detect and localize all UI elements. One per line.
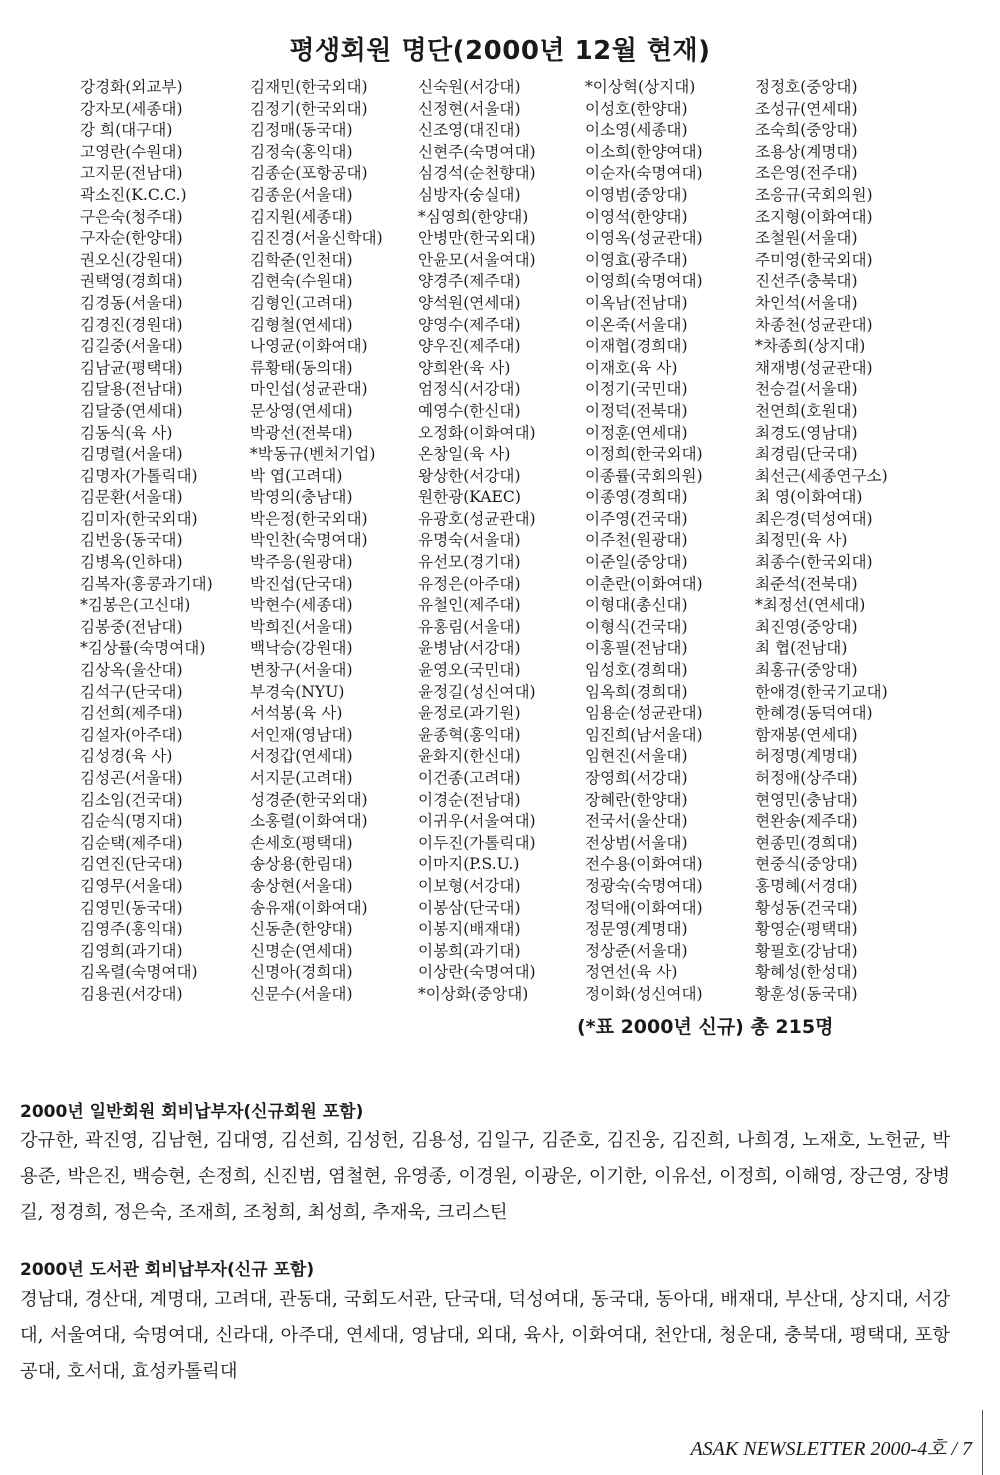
- member-entry: 최홍규(중앙대): [755, 661, 858, 680]
- member-entry: *김봉은(고신대): [80, 596, 191, 615]
- member-entry: 송상현(서울대): [250, 876, 353, 895]
- member-entry: 정문영(계명대): [585, 920, 688, 939]
- member-entry: 류황태(동의대): [250, 358, 353, 377]
- member-entry: 이정희(한국외대): [585, 445, 703, 464]
- member-entry: 원한광(KAEC): [418, 488, 521, 507]
- member-entry: 임용순(성균관대): [585, 704, 703, 723]
- footer-rule: [982, 1410, 983, 1475]
- member-entry: 서석봉(육 사): [250, 704, 343, 723]
- member-entry: 송유재(이화여대): [250, 898, 368, 917]
- member-entry: 양영수(제주대): [418, 315, 521, 334]
- member-entry: 권오신(강원대): [80, 250, 183, 269]
- member-entry: 고영란(수원대): [80, 142, 183, 161]
- member-entry: 황성동(건국대): [755, 898, 858, 917]
- member-entry: 한혜경(동덕여대): [755, 704, 873, 723]
- member-entry: 김남균(평택대): [80, 358, 183, 377]
- member-entry: 한애경(한국기교대): [755, 682, 888, 701]
- member-entry: 이정덕(전북대): [585, 401, 688, 420]
- member-entry: 유홍림(서울대): [418, 617, 521, 636]
- member-entry: 최경도(영남대): [755, 423, 858, 442]
- member-entry: 김현숙(수원대): [250, 272, 353, 291]
- member-entry: 이봉희(과기대): [418, 941, 521, 960]
- member-entry: 장혜란(한양대): [585, 790, 688, 809]
- member-entry: 황필호(강남대): [755, 941, 858, 960]
- member-entry: 안윤모(서울여대): [418, 250, 536, 269]
- member-entry: 이영범(중앙대): [585, 185, 688, 204]
- member-entry: 김순식(명지대): [80, 812, 183, 831]
- member-entry: 현중식(중앙대): [755, 855, 858, 874]
- library-dues-list: 경남대, 경산대, 계명대, 고려대, 관동대, 국회도서관, 단국대, 덕성여대, 동국대, 동아대, 배재대, 부산대, 상지대, 서강대, 서울여대, 숙명여대, 신라대, 아주대, 연세대, 영남대, 외대, 육사, 이화여대, 천안대, 청운대, 충북대, 평택대, 포항공대, 호서대, 효성카톨릭대: [20, 1289, 950, 1382]
- member-entry: 윤종혁(홍익대): [418, 725, 521, 744]
- member-entry: 유명숙(서울대): [418, 531, 521, 550]
- member-entry: 곽소진(K.C.C.): [80, 185, 187, 204]
- member-entry: 김소임(건국대): [80, 790, 183, 809]
- member-entry: 채재병(성균관대): [755, 358, 873, 377]
- member-entry: 김용권(서강대): [80, 984, 183, 1003]
- member-entry: 백낙승(강원대): [250, 639, 353, 658]
- member-entry: 신현주(숙명여대): [418, 142, 536, 161]
- member-entry: 이봉삼(단국대): [418, 898, 521, 917]
- member-entry: 신정현(서울대): [418, 99, 521, 118]
- member-entry: 이재호(육 사): [585, 358, 678, 377]
- member-entry: 김옥렬(숙명여대): [80, 963, 198, 982]
- member-entry: 김학준(인천대): [250, 250, 353, 269]
- member-entry: 이재협(경희대): [585, 337, 688, 356]
- member-entry: 박은정(한국외대): [250, 509, 368, 528]
- member-entry: 장영희(서강대): [585, 769, 688, 787]
- member-entry: 김종운(서울대): [250, 185, 353, 204]
- member-column-3: [418, 77, 585, 1006]
- library-dues-title: 2000년 도서관 회비납부자(신규 포함): [20, 1260, 315, 1280]
- member-entry: 정연선(육 사): [585, 963, 678, 982]
- member-entry: 서지문(고려대): [250, 769, 353, 787]
- member-entry: 최 협(전남대): [755, 639, 848, 658]
- member-entry: 김진경(서울신학대): [250, 229, 383, 248]
- member-entry: 예영수(한신대): [418, 401, 521, 420]
- member-entry: 신명순(연세대): [250, 941, 353, 960]
- member-entry: 김정매(동국대): [250, 121, 353, 140]
- member-entry: 김동식(육 사): [80, 423, 173, 442]
- member-entry: 이종률(국회의원): [585, 466, 703, 485]
- member-entry: 임진희(남서울대): [585, 725, 703, 744]
- member-entry: 최정민(육 사): [755, 531, 848, 550]
- member-entry: 박광선(전북대): [250, 423, 353, 442]
- member-entry: 서정갑(연세대): [250, 747, 353, 766]
- member-entry: 김연진(단국대): [80, 855, 183, 874]
- member-entry: 이영희(숙명여대): [585, 272, 703, 291]
- member-entry: 유철인(제주대): [418, 596, 521, 615]
- member-entry: 유광호(성균관대): [418, 509, 536, 528]
- member-entry: 송상용(한림대): [250, 855, 353, 874]
- member-entry: 오정화(이화여대): [418, 423, 536, 442]
- member-entry: 이보형(서강대): [418, 876, 521, 895]
- member-entry: 신명아(경희대): [250, 963, 353, 982]
- member-entry: 윤병남(서강대): [418, 639, 521, 658]
- member-entry: 이형식(건국대): [585, 617, 688, 636]
- member-entry: 이형대(총신대): [585, 596, 688, 615]
- member-entry: 양석원(연세대): [418, 293, 521, 312]
- member-entry: 나영균(이화여대): [250, 337, 368, 356]
- member-entry: 김달용(전남대): [80, 380, 183, 399]
- member-entry: 이홍필(전남대): [585, 639, 688, 658]
- member-list: [80, 77, 905, 1006]
- member-column-1: [80, 77, 250, 1006]
- member-entry: 최준석(전북대): [755, 574, 858, 593]
- member-entry: 김봉중(전남대): [80, 617, 183, 636]
- member-entry: 황훈성(동국대): [755, 984, 858, 1003]
- member-entry: 유정은(아주대): [418, 574, 521, 593]
- member-entry: 성경준(한국외대): [250, 790, 368, 809]
- member-entry: 이귀우(서울여대): [418, 812, 536, 831]
- member-entry: 구은숙(청주대): [80, 207, 183, 226]
- member-entry: 이마지(P.S.U.): [418, 855, 520, 874]
- member-entry: 허정명(계명대): [755, 747, 858, 766]
- member-entry: 김성경(육 사): [80, 747, 173, 766]
- member-entry: 조지형(이화여대): [755, 207, 873, 226]
- member-entry: 최선근(세종연구소): [755, 466, 888, 485]
- member-entry: 김명자(가톨릭대): [80, 466, 198, 485]
- member-entry: 마인섭(성균관대): [250, 380, 368, 399]
- member-entry: 김석구(단국대): [80, 682, 183, 701]
- member-entry: 윤정로(과기원): [418, 704, 521, 723]
- general-dues-title: 2000년 일반회원 회비납부자(신규회원 포함): [20, 1102, 364, 1122]
- member-entry: 박현수(세종대): [250, 596, 353, 615]
- member-entry: 박인찬(숙명여대): [250, 531, 368, 550]
- member-entry: 박 엽(고려대): [250, 466, 343, 485]
- member-entry: 김재민(한국외대): [250, 78, 368, 96]
- member-entry: 김순택(제주대): [80, 833, 183, 852]
- member-column-5: [755, 77, 905, 1006]
- member-entry: 문상영(연세대): [250, 401, 353, 420]
- member-entry: 강자모(세종대): [80, 99, 183, 118]
- member-entry: 최진영(중앙대): [755, 617, 858, 636]
- member-entry: *차종희(상지대): [755, 337, 866, 356]
- member-entry: 부경숙(NYU): [250, 682, 345, 701]
- member-entry: 강 희(대구대): [80, 121, 173, 140]
- member-entry: 조용상(계명대): [755, 142, 858, 161]
- member-entry: 김번웅(동국대): [80, 531, 183, 550]
- member-entry: 김정숙(홍익대): [250, 142, 353, 161]
- member-entry: *이상혁(상지대): [585, 78, 696, 96]
- member-entry: 주미영(한국외대): [755, 250, 873, 269]
- member-entry: 김선희(제주대): [80, 704, 183, 723]
- member-entry: 김경진(경원대): [80, 315, 183, 334]
- member-entry: 이상란(숙명여대): [418, 963, 536, 982]
- member-entry: 김지원(세종대): [250, 207, 353, 226]
- member-entry: *박동규(벤처기업): [250, 445, 376, 464]
- member-entry: 이온죽(서울대): [585, 315, 688, 334]
- member-entry: 김정기(한국외대): [250, 99, 368, 118]
- member-entry: 정상준(서울대): [585, 941, 688, 960]
- member-entry: 유선모(경기대): [418, 553, 521, 572]
- member-entry: 김형철(연세대): [250, 315, 353, 334]
- member-entry: 이순자(숙명여대): [585, 164, 703, 183]
- member-entry: 서인재(영남대): [250, 725, 353, 744]
- member-entry: 김경동(서울대): [80, 293, 183, 312]
- member-entry: 김영주(홍익대): [80, 920, 183, 939]
- member-entry: 천연희(호원대): [755, 401, 858, 420]
- member-entry: 최종수(한국외대): [755, 553, 873, 572]
- member-entry: 김문환(서울대): [80, 488, 183, 507]
- member-entry: 정이화(성신여대): [585, 984, 703, 1003]
- member-entry: 조숙희(중앙대): [755, 121, 858, 140]
- member-entry: 권택영(경희대): [80, 272, 183, 291]
- member-entry: *김상률(숙명여대): [80, 639, 206, 658]
- member-entry: 임옥희(경희대): [585, 682, 688, 701]
- member-entry: 박영의(충남대): [250, 488, 353, 507]
- member-entry: 박진섭(단국대): [250, 574, 353, 593]
- member-entry: 양희완(육 사): [418, 358, 511, 377]
- member-entry: 이영옥(성균관대): [585, 229, 703, 248]
- member-entry: 임성호(경희대): [585, 661, 688, 680]
- member-entry: 윤화지(한신대): [418, 747, 521, 766]
- member-entry: 조응규(국회의원): [755, 185, 873, 204]
- member-entry: 정정호(중앙대): [755, 78, 858, 96]
- member-entry: 이경순(전남대): [418, 790, 521, 809]
- member-entry: 이봉지(배재대): [418, 920, 521, 939]
- member-entry: 이영석(한양대): [585, 207, 688, 226]
- member-entry: 이두진(가톨릭대): [418, 833, 536, 852]
- member-entry: 최경림(단국대): [755, 445, 858, 464]
- member-entry: 최은경(덕성여대): [755, 509, 873, 528]
- member-entry: 이정기(국민대): [585, 380, 688, 399]
- member-entry: 강경화(외교부): [80, 78, 183, 96]
- member-column-2: [250, 77, 418, 1006]
- member-entry: 최 영(이화여대): [755, 488, 863, 507]
- member-entry: 정광숙(숙명여대): [585, 876, 703, 895]
- member-entry: 김명렬(서울대): [80, 445, 183, 464]
- member-entry: 황혜성(한성대): [755, 963, 858, 982]
- member-entry: 이준일(중앙대): [585, 553, 688, 572]
- member-entry: 김복자(홍콩과기대): [80, 574, 213, 593]
- member-entry: 천승걸(서울대): [755, 380, 858, 399]
- member-entry: 신동춘(한양대): [250, 920, 353, 939]
- member-count-note: (*표 2000년 신규) 총 215명: [577, 1016, 834, 1038]
- member-entry: 왕상한(서강대): [418, 466, 521, 485]
- member-entry: 조철원(서울대): [755, 229, 858, 248]
- member-entry: 김종순(포항공대): [250, 164, 368, 183]
- member-entry: 이소영(세종대): [585, 121, 688, 140]
- member-column-4: [585, 77, 755, 1006]
- member-entry: 차종천(성균관대): [755, 315, 873, 334]
- member-entry: 김형인(고려대): [250, 293, 353, 312]
- member-entry: *이상화(중앙대): [418, 984, 529, 1003]
- member-entry: 신문수(서울대): [250, 984, 353, 1003]
- member-entry: 손세호(평택대): [250, 833, 353, 852]
- member-entry: 김달중(연세대): [80, 401, 183, 420]
- member-entry: 김영민(동국대): [80, 898, 183, 917]
- member-entry: 진선주(충북대): [755, 272, 858, 291]
- member-entry: 이영효(광주대): [585, 250, 688, 269]
- member-entry: 전수용(이화여대): [585, 855, 703, 874]
- member-entry: 허정애(상주대): [755, 769, 858, 787]
- member-entry: 김상옥(울산대): [80, 661, 183, 680]
- member-entry: 윤영오(국민대): [418, 661, 521, 680]
- member-entry: 변창구(서울대): [250, 661, 353, 680]
- member-entry: 함재봉(연세대): [755, 725, 858, 744]
- member-entry: 심방자(숭실대): [418, 185, 521, 204]
- member-entry: 현종민(경희대): [755, 833, 858, 852]
- member-entry: 박희진(서울대): [250, 617, 353, 636]
- member-entry: *최정선(연세대): [755, 596, 866, 615]
- member-entry: 조성규(연세대): [755, 99, 858, 118]
- member-entry: 이건종(고려대): [418, 769, 521, 787]
- member-entry: 차인석(서울대): [755, 293, 858, 312]
- member-entry: 김길중(서울대): [80, 337, 183, 356]
- member-entry: 김설자(아주대): [80, 725, 183, 744]
- member-entry: 황영순(평택대): [755, 920, 858, 939]
- member-entry: 엄정식(서강대): [418, 380, 521, 399]
- member-entry: 이종영(경희대): [585, 488, 688, 507]
- member-entry: 김병옥(인하대): [80, 553, 183, 572]
- member-entry: 온창일(육 사): [418, 445, 511, 464]
- member-entry: 이춘란(이화여대): [585, 574, 703, 593]
- member-entry: 심경석(순천향대): [418, 164, 536, 183]
- member-entry: 신숙원(서강대): [418, 78, 521, 96]
- member-entry: *심영희(한양대): [418, 207, 529, 226]
- member-entry: 윤정길(성신여대): [418, 682, 536, 701]
- member-entry: 정덕애(이화여대): [585, 898, 703, 917]
- member-entry: 이정훈(연세대): [585, 423, 688, 442]
- member-entry: 전국서(울산대): [585, 812, 688, 831]
- general-dues-list: 강규한, 곽진영, 김남현, 김대영, 김선희, 김성헌, 김용성, 김일구, 김준호, 김진웅, 김진희, 나희경, 노재호, 노헌균, 박용준, 박은진, 백승현, 손정희, 신진범, 염철현, 유영종, 이경원, 이광운, 이기한, 이유선, 이정희, 이해영, 장근영, 장병길, 정경희, 정은숙, 조재희, 조청희, 최성희, 추재욱, 크리스틴: [20, 1130, 950, 1223]
- member-entry: 홍명혜(서경대): [755, 876, 858, 895]
- page-footer: ASAK NEWSLETTER 2000-4호 / 7: [690, 1438, 972, 1460]
- member-entry: 구자순(한양대): [80, 229, 183, 248]
- member-entry: 현영민(충남대): [755, 790, 858, 809]
- member-entry: 이주천(원광대): [585, 531, 688, 550]
- member-entry: 안병만(한국외대): [418, 229, 536, 248]
- member-entry: 이주영(건국대): [585, 509, 688, 528]
- member-entry: 양우진(제주대): [418, 337, 521, 356]
- member-entry: 김영무(서울대): [80, 876, 183, 895]
- member-entry: 임현진(서울대): [585, 747, 688, 766]
- member-entry: 고지문(전남대): [80, 164, 183, 183]
- member-entry: 김영희(과기대): [80, 941, 183, 960]
- member-entry: 이소희(한양여대): [585, 142, 703, 161]
- member-entry: 양경주(제주대): [418, 272, 521, 291]
- page-title: 평생회원 명단(2000년 12월 현재): [289, 36, 711, 66]
- member-entry: 전상범(서울대): [585, 833, 688, 852]
- member-entry: 조은영(전주대): [755, 164, 858, 183]
- member-entry: 이옥남(전남대): [585, 293, 688, 312]
- member-entry: 김성곤(서울대): [80, 769, 183, 787]
- member-entry: 김미자(한국외대): [80, 509, 198, 528]
- member-entry: 현완송(제주대): [755, 812, 858, 831]
- member-entry: 박주응(원광대): [250, 553, 353, 572]
- member-entry: 신조영(대진대): [418, 121, 521, 140]
- member-entry: 소홍렬(이화여대): [250, 812, 368, 831]
- member-entry: 이성호(한양대): [585, 99, 688, 118]
